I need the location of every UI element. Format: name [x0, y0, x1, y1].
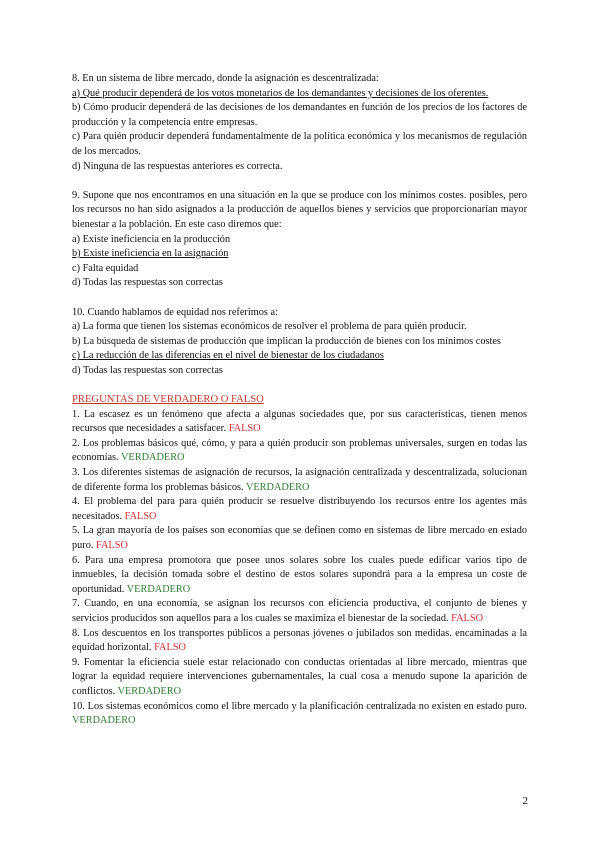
section-title: PREGUNTAS DE VERDADERO O FALSO [72, 394, 264, 406]
answer-false: FALSO [124, 510, 157, 522]
option-c: c) Falta equidad [72, 262, 139, 274]
option-a: a) La forma que tienen los sistemas económicos de resolver el problema de para quién producir. [72, 321, 467, 333]
option-d: d) Ninguna de las respuestas anteriores es correcta. [72, 160, 283, 172]
question-stem: 8. En un sistema de libre mercado, donde la asignación es descentralizada: [72, 73, 379, 84]
answer-true: VERDADERO [121, 452, 185, 464]
question-stem: 9. Supone que nos encontramos en una situación en la que se produce con los mínimos costes. posibles, pero los recursos no han sido asignados a la producción de aquellos bienes y servicios que proporcionarían mayor bienestar a la población. En este caso diremos que: [72, 189, 527, 230]
tf-text: 8. Los descuentos en los transportes públicos a personas jóvenes o jubilados son medidas. encaminadas a la equidad horizontal. [72, 627, 527, 654]
tf-item-6 [72, 554, 527, 598]
page-number: 2 [522, 795, 528, 807]
tf-item-8 [72, 627, 527, 656]
tf-item-1 [72, 408, 527, 437]
question-8 [72, 72, 527, 174]
tf-text: 3. Los diferentes sistemas de asignación de recursos, la asignación centralizada y descentralizada, solucionan de diferente forma los problemas básicos. [72, 467, 527, 493]
answer-true: VERDADERO [245, 481, 310, 493]
tf-item-9 [72, 656, 527, 700]
tf-item-5 [72, 524, 527, 553]
option-c: c) Para quién producir dependerá fundamentalmente de la política económica y los mecanismos de regulación de los mercados. [72, 131, 527, 157]
tf-text: 6. Para una empresa promotora que posee unos solares sobre los cuales puede edificar varios tipo de inmuebles, la decisión tomada sobre el destino de estos solares supondrá para a la empresa un coste de oportunidad. [72, 554, 527, 595]
tf-item-7 [72, 597, 527, 626]
option-a: a) Existe ineficiencia en la producción [72, 233, 231, 245]
option-d: d) Todas las respuestas son correctas [72, 364, 223, 376]
option-b: b) La búsqueda de sistemas de producción que implican la producción de bienes con los mínimos costes [72, 335, 501, 347]
answer-false: FALSO [96, 540, 128, 551]
tf-text: 4. El problema del para para quién producir se resuelve distribuyendo los recursos entre los agentes más necesitados. [72, 496, 527, 522]
answer-true: VERDADERO [126, 583, 191, 595]
answer-true: VERDADERO [117, 685, 182, 697]
tf-text: 2. Los problemas básicos qué, cómo, y para a quién producir son problemas universales, surgen en todas las economías. [72, 437, 527, 464]
tf-text: 5. La gran mayoría de los países son economías que se definen como en sistemas de libre mercado en estado puro. [72, 525, 527, 551]
option-d: d) Todas las respuestas son correctas [72, 277, 223, 289]
tf-item-3 [72, 466, 527, 495]
answer-false: FALSO [228, 423, 261, 435]
answer-true: VERDADERO [72, 715, 136, 727]
tf-item-2 [72, 437, 527, 466]
tf-text: 7. Cuando, en una economía, se asignan los recursos con eficiencia productiva, el conjunto de bienes y servicios producidos son aquellos para a los cuales se maximiza el bienestar de la sociedad. [72, 598, 527, 624]
option-a: a) Qué producir dependerá de los votos monetarios de los demandantes y decisiones de los oferentes. [72, 87, 489, 99]
question-10 [72, 306, 527, 379]
tf-text: 9. Fomentar la eficiencia suele estar relacionado con conductas orientadas al libre mercado, mientras que lograr la equidad requiere intervenciones gubernamentales, la cual cosa a menudo supone la aparición de conflictos. [72, 656, 527, 697]
tf-text: 10. Los sistemas económicos como el libre mercado y la planificación centralizada no existen en estado puro. [72, 700, 527, 712]
option-c: c) La reducción de las diferencias en el nivel de bienestar de los ciudadanos [72, 350, 384, 362]
answer-false: FALSO [154, 642, 186, 654]
question-stem: 10. Cuando hablamos de equidad nos referimos a: [72, 306, 278, 318]
option-b: b) Cómo producir dependerá de las decisiones de los demandantes en función de los precios de los factores de producción y la competencia entre empresas. [72, 102, 527, 128]
question-9 [72, 189, 527, 291]
tf-item-10 [72, 700, 527, 729]
tf-item-4 [72, 495, 527, 524]
option-b: b) Existe ineficiencia en la asignación [72, 248, 229, 260]
document-page [72, 72, 527, 729]
tf-text: 1. La escasez es un fenómeno que afecta a algunas sociedades que, por sus características, tienen menos recursos que necesidades a satisfacer. [72, 408, 527, 435]
answer-false: FALSO [451, 612, 484, 624]
